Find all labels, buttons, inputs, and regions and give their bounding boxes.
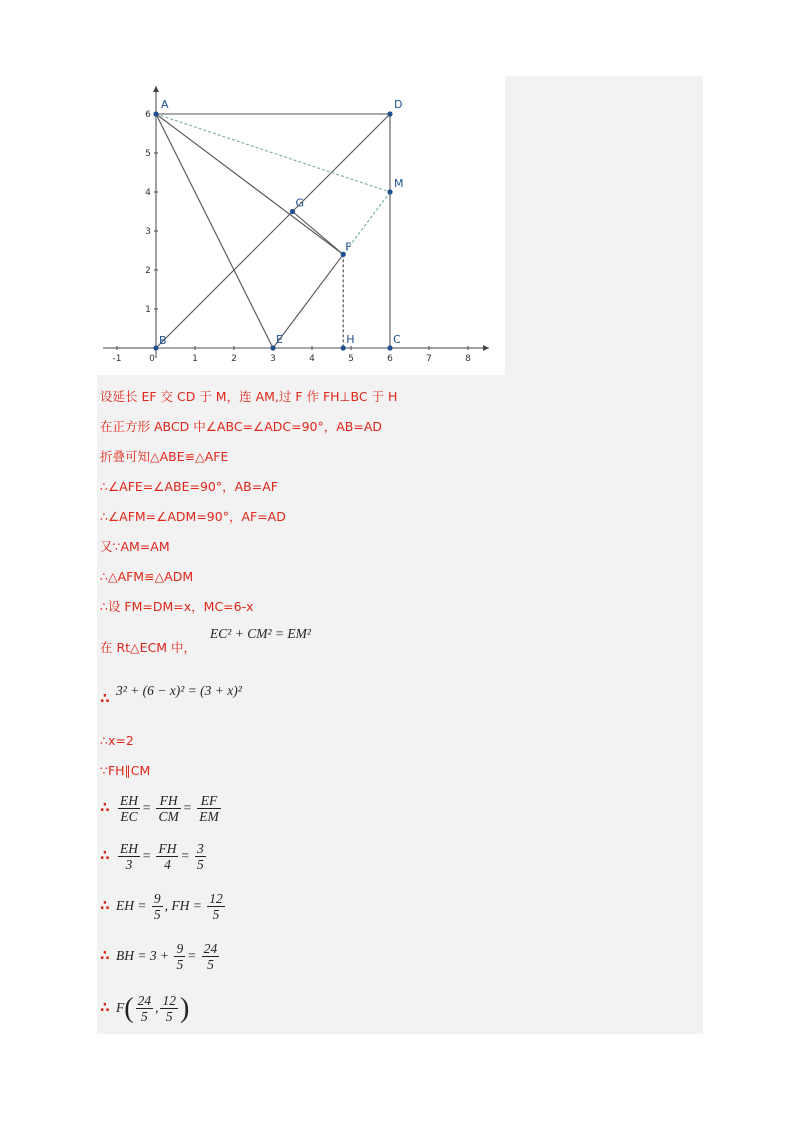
fraction: $\frac{24}{5}$ <box>137 993 152 1024</box>
point-M <box>387 189 392 194</box>
segment-EF <box>273 254 343 348</box>
segment-GF <box>293 212 344 255</box>
solution-line-1: 设延长 EF 交 CD 于 M，连 AM,过 F 作 FH⊥BC 于 H <box>100 389 398 404</box>
x-tick-label-8: 8 <box>465 354 471 364</box>
pythagoras-equation: EC² + CM² = EM² <box>210 626 311 641</box>
fraction: $\frac{EH}{3}$ <box>119 841 138 872</box>
y-axis-arrow <box>153 86 159 92</box>
point-H <box>341 345 346 350</box>
solution-line-5: ∴∠AFM=∠ADM=90°，AF=AD <box>100 509 286 524</box>
x-tick-label-6: 6 <box>387 354 393 364</box>
x-tick-label-1: 1 <box>192 354 198 364</box>
solution-line-16 <box>100 941 221 972</box>
therefore-symbol: ∴ <box>100 799 110 816</box>
fraction: $\frac{9}{5}$ <box>153 891 161 922</box>
solution-line-7: ∴△AFM≌△ADM <box>100 569 194 584</box>
fraction: $\frac{EH}{EC}$ <box>119 793 138 824</box>
equation-x: 3² + (6 − x)² = (3 + x)² <box>115 683 242 698</box>
solution-line-10 <box>100 683 242 707</box>
solution-line-9 <box>100 626 311 655</box>
point-label-G: G <box>295 196 305 210</box>
solution-line-8: ∴设 FM=DM=x，MC=6-x <box>100 599 254 614</box>
y-tick-label-5: 5 <box>145 149 151 159</box>
point-D <box>387 111 392 116</box>
x-tick-label-4: 4 <box>309 354 315 364</box>
solution-line-15 <box>100 891 227 922</box>
x-tick-label-2: 2 <box>231 354 237 364</box>
geometry-figure <box>97 76 505 375</box>
dashed-segment-AM <box>156 114 390 192</box>
fraction: $\frac{24}{5}$ <box>203 941 218 972</box>
rt-triangle-text: 在 Rt△ECM 中， <box>100 640 197 655</box>
x-axis-arrow <box>483 345 489 351</box>
fraction: $\frac{9}{5}$ <box>176 941 184 972</box>
point-A <box>153 111 158 116</box>
y-tick-label-6: 6 <box>145 110 151 120</box>
fraction: $\frac{3}{5}$ <box>196 841 204 872</box>
point-E <box>270 345 275 350</box>
fraction: $\frac{12}{5}$ <box>162 993 176 1024</box>
point-label-B: B <box>159 334 167 347</box>
therefore-symbol: ∴ <box>100 847 110 864</box>
point-label-D: D <box>394 98 403 111</box>
therefore-symbol: ∴ <box>100 947 110 964</box>
point-label-M: M <box>394 177 404 190</box>
fraction: $\frac{FH}{4}$ <box>158 841 177 872</box>
x-tick-label-7: 7 <box>426 354 432 364</box>
solution-line-11: ∴x=2 <box>100 733 134 748</box>
solution-line-13 <box>100 793 223 824</box>
solution-line-17 <box>100 993 189 1024</box>
y-tick-label-3: 3 <box>145 227 151 237</box>
bh-value: BH = 3 + $\frac{9}{5}$ = $\frac{24}{5}$ <box>115 941 218 972</box>
point-B <box>153 345 158 350</box>
fraction: $\frac{EF}{EM}$ <box>199 793 219 824</box>
point-label-H: H <box>346 333 355 346</box>
y-tick-label-4: 4 <box>145 188 151 198</box>
x-tick-label-3: 3 <box>270 354 276 364</box>
point-label-C: C <box>393 333 401 346</box>
point-label-A: A <box>161 98 169 111</box>
x-tick-label-5: 5 <box>348 354 354 364</box>
solution-line-12: ∵FH∥CM <box>100 763 151 778</box>
solution-line-14 <box>100 841 208 872</box>
segment-AE <box>156 114 273 348</box>
y-tick-label-2: 2 <box>145 266 151 276</box>
fraction: $\frac{12}{5}$ <box>209 891 223 922</box>
segment-BD <box>156 114 390 348</box>
therefore-symbol: ∴ <box>100 999 110 1016</box>
solution-line-6: 又∵AM=AM <box>100 539 170 554</box>
x-tick-label-0: 0 <box>149 354 155 364</box>
fraction: $\frac{FH}{CM}$ <box>158 793 179 824</box>
solution-line-2: 在正方形 ABCD 中∠ABC=∠ADC=90°，AB=AD <box>100 419 383 434</box>
ratio-values-equation: $\frac{EH}{3}$ = $\frac{FH}{4}$ = $\frac{3}{5}$ <box>119 841 204 872</box>
y-tick-label-1: 1 <box>145 305 151 315</box>
point-C <box>387 345 392 350</box>
therefore-symbol: ∴ <box>100 691 110 707</box>
solution-line-3: 折叠可知△ABE≌△AFE <box>100 449 229 464</box>
segment-AF <box>156 114 343 254</box>
segments <box>156 114 390 348</box>
point-label-E: E <box>276 333 283 346</box>
point-G <box>290 209 295 214</box>
ratio-equation: $\frac{EH}{EC}$ = $\frac{FH}{CM}$ = $\frac{EF}{EM}$ <box>119 793 219 824</box>
point-f-coordinates: F( $\frac{24}{5}$ , $\frac{12}{5}$ ) <box>115 992 190 1024</box>
axes <box>103 86 489 364</box>
point-label-F: F <box>345 240 352 254</box>
x-tick-label--1: -1 <box>112 354 122 364</box>
eh-fh-values: EH = $\frac{9}{5}$ , FH = $\frac{12}{5}$ <box>115 891 223 922</box>
therefore-symbol: ∴ <box>100 897 110 914</box>
solution-line-4: ∴∠AFE=∠ABE=90°，AB=AF <box>100 479 278 494</box>
